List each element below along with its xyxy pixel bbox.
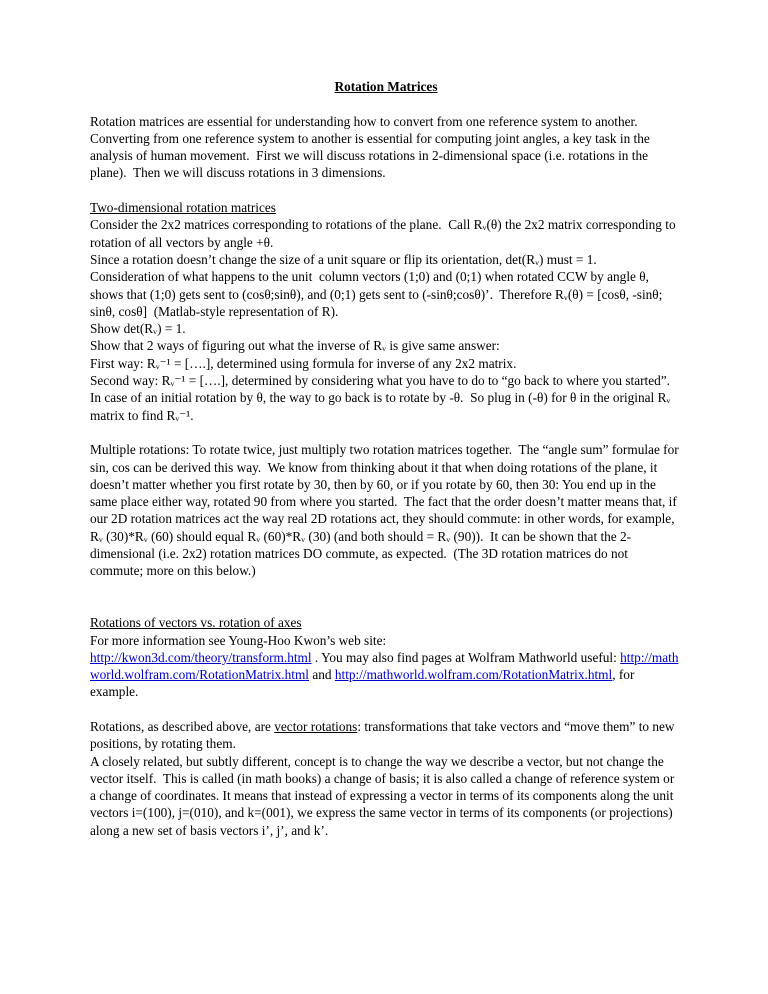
paragraph-multiple-rotations: Multiple rotations: To rotate twice, just multiply two rotation matrices together. The “angle sum” formulae for sin, cos can be derived this way. We know from thinking about it that when doing rotations of the plane, it doesn’t matter whether you first rotate by 30, then by 60, or if you rotate by 60, then 30: You end up in the same place either way, rotated 90 from where you started. The fact that the order doesn’t matter means that, if our 2D rotation matrices act the way real 2D rotations act, they should commute: in other words, for example, Rᵥ (30)*Rᵥ (60) should equal Rᵥ (60)*Rᵥ (30) (and both should = Rᵥ (90)). It can be shown that the 2-dimensional (i.e. 2x2) rotation matrices DO commute, as expected. (The 3D rotation matrices do not commute; more on this below.) bbox=[90, 442, 683, 579]
spacer bbox=[90, 182, 682, 199]
paragraph-show-inverse: Show that 2 ways of figuring out what the inverse of Rᵥ is give same answer: bbox=[90, 338, 500, 354]
spacer bbox=[90, 701, 682, 718]
paragraph-change-of-basis: A closely related, but subtly different, concept is to change the way we describe a vector, but not change the vector itself. This is called (in math books) a change of basis; it is also called a change of reference system or a change of coordinates. It means that instead of expressing a vector in terms of its components along the unit vectors i=(100), j=(010), and k=(001), we express the same vector in terms of its components (or projections) along a new set of basis vectors i’, j’, and k’. bbox=[90, 753, 678, 838]
vector-rotations-text-before: Rotations, as described above, are bbox=[90, 718, 275, 734]
vector-rotations-underlined-term: vector rotations bbox=[274, 718, 358, 734]
intro-paragraph: Rotation matrices are essential for understanding how to convert from one reference system to another. Converting from one reference system to another is essential for computing joint angles, a key task in the analysis of human movement. First we will discuss rotations in 2-dimensional space (i.e. rotations in the plane). Then we will discuss rotations in 3 dimensions. bbox=[90, 113, 654, 181]
paragraph-det-must-equal-1: Since a rotation doesn’t change the size of a unit square or flip its orientation, det(Rᵥ) must = 1. bbox=[90, 251, 597, 267]
paragraph-second-way: Second way: Rᵥ⁻¹ = [….], determined by considering what you have to do to “go back to where you started”. In case of an initial rotation by θ, the way to go back is to rotate by -θ. So plug in (-θ) for θ in the original Rᵥ matrix to find Rᵥ⁻¹. bbox=[90, 373, 677, 423]
section-heading-rotations-vs-axes: Rotations of vectors vs. rotation of axes bbox=[90, 615, 302, 631]
paragraph-consideration-unit-vectors: Consideration of what happens to the unit column vectors (1;0) and (0;1) when rotated CCW by angle θ, shows that (1;0) gets sent to (cosθ;sinθ), and (0;1) gets sent to (-sinθ;cosθ)’. Therefore Rᵥ(θ) = [cosθ, -sinθ; sinθ, cosθ] (Matlab-style representation of R). bbox=[90, 269, 666, 319]
link-mathworld-rotation-matrix-1[interactable]: http://mathworld.wolfram.com/RotationMatrix.html bbox=[90, 649, 679, 683]
spacer bbox=[90, 597, 682, 614]
spacer bbox=[90, 424, 682, 441]
section-heading-2d-rotation: Two-dimensional rotation matrices bbox=[90, 200, 276, 216]
paragraph-show-det: Show det(Rᵥ) = 1. bbox=[90, 321, 186, 337]
paragraph-consider-2x2: Consider the 2x2 matrices corresponding to rotations of the plane. Call Rᵥ(θ) the 2x2 matrix corresponding to rotation of all vectors by angle +θ. bbox=[90, 217, 679, 250]
paragraph-more-info: For more information see Young-Hoo Kwon’s web site: bbox=[90, 632, 387, 648]
links-text-and: and bbox=[309, 667, 335, 683]
paragraph-vector-rotations bbox=[90, 718, 682, 753]
links-text-after-kwon: . You may also find pages at Wolfram Mathworld useful: bbox=[311, 649, 621, 665]
document-title: Rotation Matrices bbox=[334, 79, 438, 94]
links-text-for-example: , for example. bbox=[90, 667, 638, 700]
spacer bbox=[90, 580, 682, 597]
link-mathworld-rotation-matrix-2[interactable]: http://mathworld.wolfram.com/RotationMatrix.html bbox=[334, 667, 613, 683]
paragraph-first-way: First way: Rᵥ⁻¹ = [….], determined using formula for inverse of any 2x2 matrix. bbox=[90, 355, 517, 371]
spacer bbox=[90, 95, 682, 112]
link-kwon3d-transform[interactable]: http://kwon3d.com/theory/transform.html bbox=[90, 649, 312, 665]
links-paragraph bbox=[90, 649, 682, 701]
vector-rotations-text-after: : transformations that take vectors and “move them” to new positions, by rotating them. bbox=[90, 718, 678, 752]
